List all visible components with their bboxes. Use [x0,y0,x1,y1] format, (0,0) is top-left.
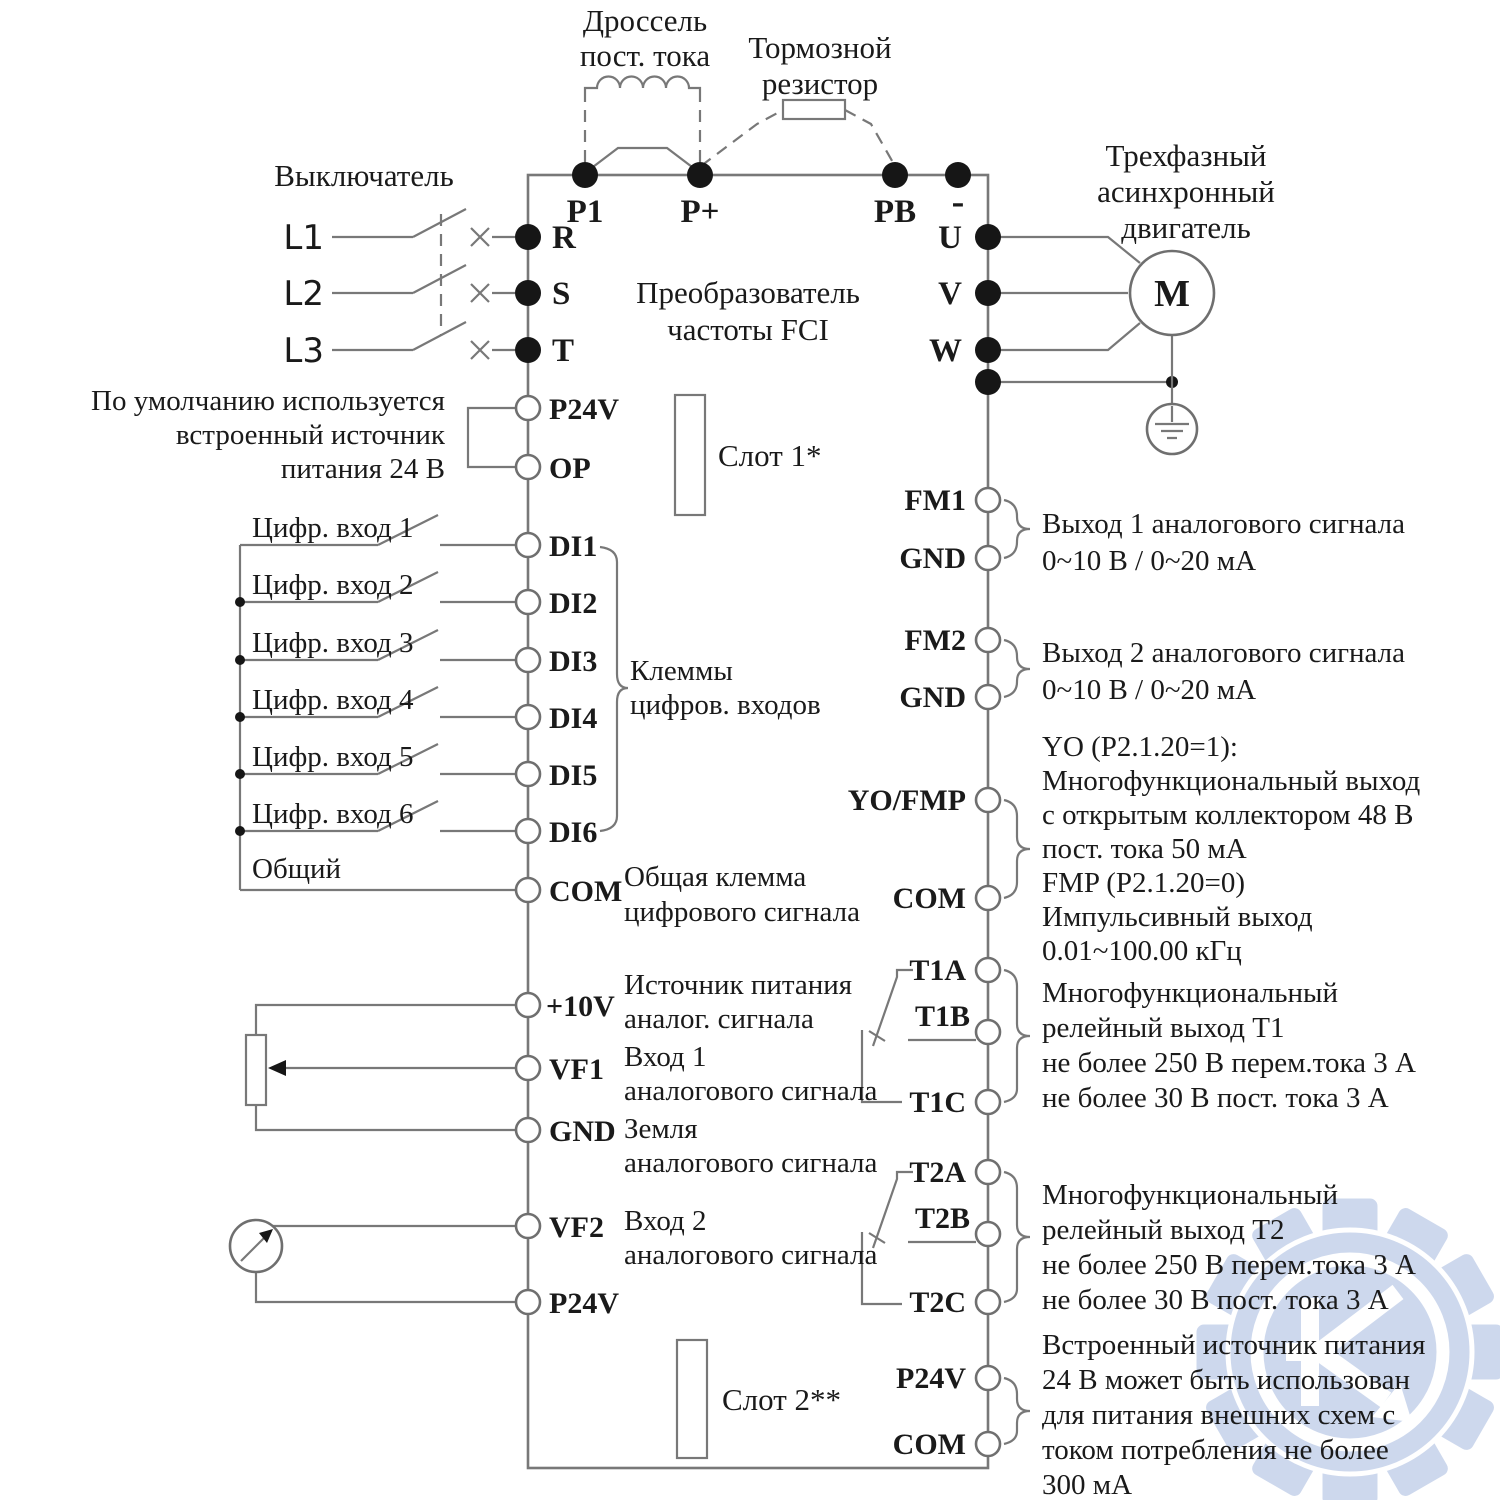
svg-text:аналогового сигнала: аналогового сигнала [624,1239,878,1271]
motor-circuit [988,237,1214,454]
terminal-com-left [516,878,540,902]
inverter-title: Преобразователь [636,275,860,310]
svg-text:релейный выход Т2: релейный выход Т2 [1042,1214,1285,1246]
di4-switch-label: Цифр. вход 4 [252,684,414,716]
fm2-desc: Выход 2 аналогового сигнала [1042,637,1405,669]
terminal-gnd1-label: GND [899,542,966,575]
fm1-desc: Выход 1 аналогового сигнала [1042,508,1405,540]
svg-text:0~10 В / 0~20 мА: 0~10 В / 0~20 мА [1042,545,1257,577]
right-braces [1004,500,1030,1444]
svg-text:аналог. сигнала: аналог. сигнала [624,1003,814,1035]
terminal-di6 [516,819,540,843]
svg-text:с открытым коллектором 48 В: с открытым коллектором 48 В [1042,799,1414,831]
di-group-label: Клеммы [630,655,733,687]
svg-text:0~10 В / 0~20 мА: 0~10 В / 0~20 мА [1042,674,1257,706]
ground-symbol [1147,404,1197,454]
relay-t2-contact [862,1172,976,1304]
terminal-t2c [976,1290,1000,1314]
slot1-label: Слот 1* [718,438,822,473]
terminal-di3-label: DI3 [549,645,598,678]
terminal-10v-label: +10V [546,990,615,1023]
terminal-com1-label: COM [892,882,966,915]
terminal-u-label: U [938,220,962,256]
terminal-pplus-label: P+ [680,194,720,230]
terminal-di5 [516,762,540,786]
svg-text:пост. тока: пост. тока [579,38,711,73]
svg-text:FMP (P2.1.20=0): FMP (P2.1.20=0) [1042,867,1246,899]
labels [91,3,1425,1500]
terminal-t-label: T [552,333,575,369]
terminal-t1c-label: T1C [909,1086,966,1119]
terminal-pb [882,162,908,188]
slot1-box [675,395,705,515]
svg-text:цифрового сигнала: цифрового сигнала [624,896,861,928]
svg-text:током потребления не более: током потребления не более [1042,1434,1389,1466]
svg-text:не более 30 В пост. тока 3 А: не более 30 В пост. тока 3 А [1042,1082,1389,1114]
svg-text:аналогового сигнала: аналогового сигнала [624,1075,878,1107]
terminal-vf2-label: VF2 [549,1211,604,1244]
svg-text:цифров. входов: цифров. входов [630,689,821,721]
terminal-w-label: W [929,333,962,369]
di-group-brace [600,547,628,831]
terminal-di2-label: DI2 [549,587,598,620]
terminal-di3 [516,648,540,672]
com-desc: Общая клемма [624,861,807,893]
terminal-com-left-label: COM [549,875,623,908]
di6-switch-label: Цифр. вход 6 [252,798,414,830]
p10-desc: Источник питания [624,969,853,1001]
terminal-yo-fmp [976,788,1000,812]
terminal-t1a [976,958,1000,982]
terminal-di2 [516,590,540,614]
svg-text:24 В может быть использован: 24 В может быть использован [1042,1364,1411,1396]
terminal-p24v-label: P24V [549,393,619,426]
psu-right-desc: Встроенный источник питания [1042,1329,1426,1361]
terminal-pb-label: PB [873,194,917,230]
di1-switch-label: Цифр. вход 1 [252,512,414,544]
terminal-t2a-label: T2A [909,1156,966,1189]
relay-t1-contact [862,970,976,1102]
terminal-com-right2 [976,1432,1000,1456]
terminal-gnd2-label: GND [899,681,966,714]
terminal-com-right1 [976,886,1000,910]
svg-text:аналогового сигнала: аналогового сигнала [624,1147,878,1179]
terminal-p24v-right [976,1366,1000,1390]
terminal-di4-label: DI4 [549,702,598,735]
di5-switch-label: Цифр. вход 5 [252,741,414,773]
terminal-op [516,455,540,479]
di2-switch-label: Цифр. вход 2 [252,569,414,601]
terminal-p24v2-label: P24V [549,1287,619,1320]
phase-l3-label: L3 [283,331,324,371]
breaker-label: Выключатель [274,158,454,193]
di3-switch-label: Цифр. вход 3 [252,627,414,659]
svg-text:для питания внешних схем с: для питания внешних схем с [1042,1399,1396,1431]
terminal-w [975,337,1001,363]
common-wire-label: Общий [252,853,342,885]
psu-note: По умолчанию используется [91,385,445,417]
terminal-vf1 [516,1056,540,1080]
terminal-p1-label: P1 [566,194,604,230]
gnd-desc: Земля [624,1113,698,1145]
input-terminals [515,224,541,363]
svg-text:релейный выход Т1: релейный выход Т1 [1042,1012,1285,1044]
terminal-p1 [572,162,598,188]
breaker-circuit [332,209,515,359]
motor-label: Трехфазный [1105,138,1267,173]
brake-resistor-circuit [701,100,895,166]
terminal-t1b-label: T1B [914,1000,970,1033]
svg-text:встроенный источник: встроенный источник [175,419,445,451]
svg-text:частоты FCI: частоты FCI [667,312,829,347]
right-control-terminals [976,488,1000,1456]
terminal-t2b [976,1222,1000,1246]
terminal-gnd1 [976,546,1000,570]
svg-text:не более 30 В пост. тока 3 А: не более 30 В пост. тока 3 А [1042,1284,1389,1316]
p24v-op-jumper [468,408,516,467]
dc-choke-circuit [585,77,700,174]
choke-label: Дроссель [582,3,708,38]
motor-symbol: M [1154,273,1190,315]
terminal-di4 [516,705,540,729]
terminal-fm1 [976,488,1000,512]
terminal-yo-fmp-label: YO/FMP [847,784,966,817]
terminal-pplus [687,162,713,188]
svg-text:не более 250 В перем.тока 3 А: не более 250 В перем.тока 3 А [1042,1047,1416,1079]
vf2-desc: Вход 2 [624,1205,707,1237]
terminal-op-label: OP [549,452,591,485]
terminal-v [975,280,1001,306]
svg-text:двигатель: двигатель [1121,210,1251,245]
svg-text:резистор: резистор [761,66,879,101]
phase-l2-label: L2 [283,274,324,314]
terminal-t2c-label: T2C [909,1286,966,1319]
brake-resistor-label: Тормозной [748,30,892,65]
terminal-t2b-label: T2B [914,1202,970,1235]
svg-text:300 мА: 300 мА [1042,1469,1133,1500]
svg-text:0.01~100.00 кГц: 0.01~100.00 кГц [1042,935,1242,967]
terminal-p24v-left2 [516,1290,540,1314]
svg-text:Многофункциональный выход: Многофункциональный выход [1042,765,1421,797]
terminal-t1a-label: T1A [909,954,966,987]
terminal-s [515,280,541,306]
terminal-fm2-label: FM2 [904,624,966,657]
terminal-pe [975,369,1001,395]
terminal-gnd-left [516,1118,540,1142]
potentiometer [246,1005,516,1130]
svg-text:не более 250 В перем.тока 3 А: не более 250 В перем.тока 3 А [1042,1249,1416,1281]
svg-text:асинхронный: асинхронный [1097,174,1275,209]
terminal-fm1-label: FM1 [904,484,966,517]
terminal-di5-label: DI5 [549,759,598,792]
t2-desc: Многофункциональный [1042,1179,1339,1211]
slot2-box [677,1340,707,1458]
yo-desc: YO (P2.1.20=1): [1042,731,1238,763]
terminal-vf1-label: VF1 [549,1053,604,1086]
terminal-p24v [516,396,540,420]
terminal-u [975,224,1001,250]
terminal-vf2 [516,1214,540,1238]
terminal-t1b [976,1020,1000,1044]
terminal-gnd-left-label: GND [549,1115,616,1148]
terminal-t1c [976,1090,1000,1114]
terminal-v-label: V [938,276,962,312]
terminal-s-label: S [552,276,571,312]
terminal-p24v-right-label: P24V [896,1362,966,1395]
phase-l1-label: L1 [283,218,324,258]
current-source [230,1220,516,1302]
terminal-minus-label: - [951,181,965,223]
terminal-t [515,337,541,363]
terminal-fm2 [976,628,1000,652]
svg-text:питания 24 В: питания 24 В [280,453,445,485]
svg-text:Импульсивный выход: Импульсивный выход [1042,901,1313,933]
slot2-label: Слот 2** [722,1382,842,1417]
vf1-desc: Вход 1 [624,1041,707,1073]
terminal-10v [516,993,540,1017]
terminal-di1-label: DI1 [549,530,598,563]
svg-text:пост. тока 50 мА: пост. тока 50 мА [1042,833,1247,865]
terminal-com2-label: COM [892,1428,966,1461]
t1-desc: Многофункциональный [1042,977,1339,1009]
terminal-r [515,224,541,250]
terminal-di1 [516,533,540,557]
terminal-t2a [976,1160,1000,1184]
terminal-gnd2 [976,685,1000,709]
terminal-r-label: R [552,220,576,256]
terminal-di6-label: DI6 [549,816,598,849]
